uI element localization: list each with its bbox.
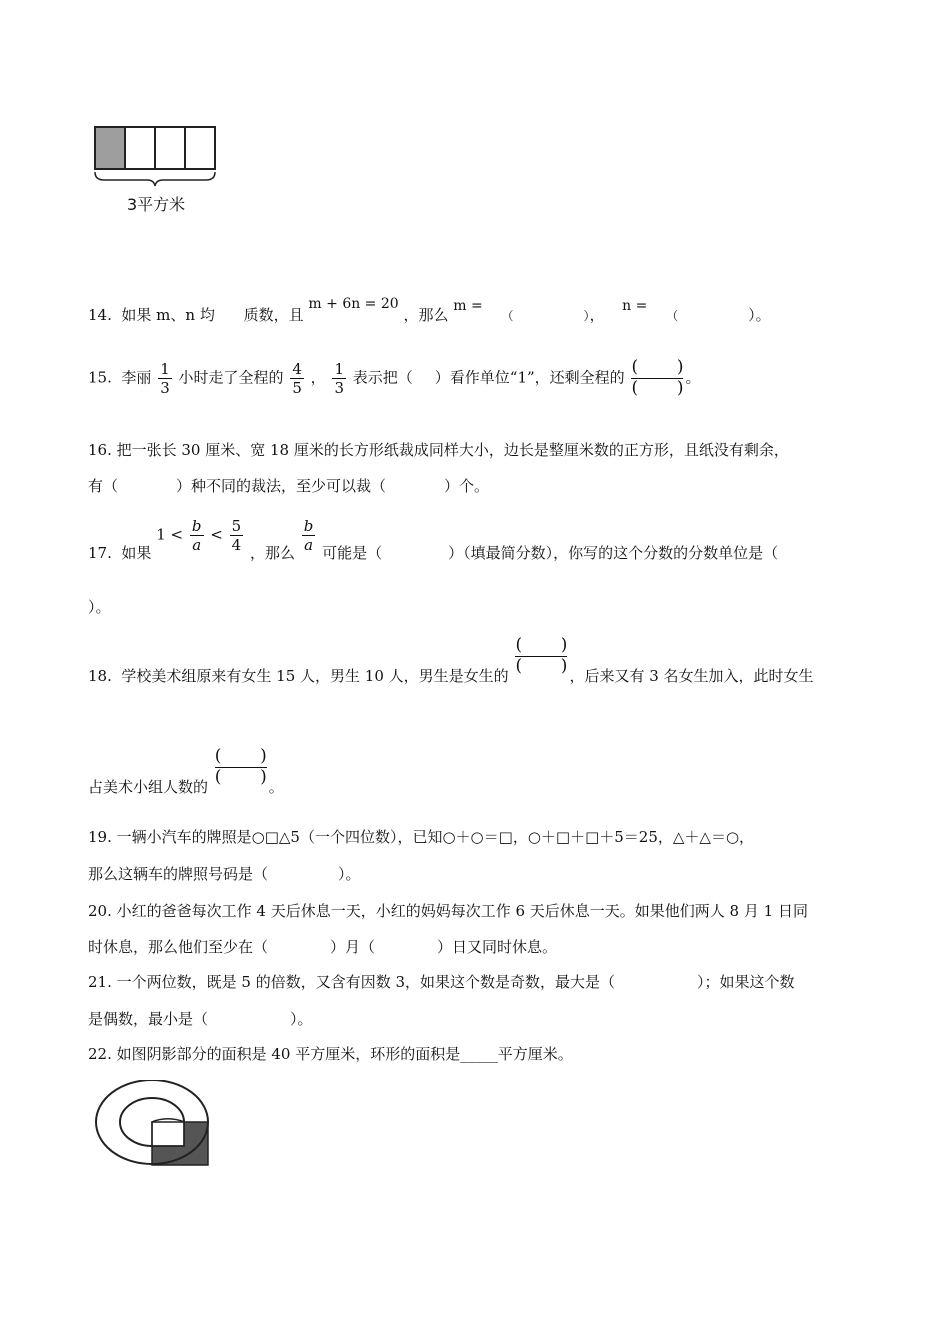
question-15: 15. 李丽 $\frac{1}{3}$ 小时走了全程的 $\frac{4}{5}$ ， $\frac{1}{3}$ 表示把（ ）看作单位“1”，还剩全程的 ( ) ( ) 。: [88, 357, 701, 398]
brace: [95, 172, 215, 186]
question-16-line1: 16. 把一张长 30 厘米、宽 18 厘米的长方形纸裁成同样大小，边长是整厘米数的正方形，且纸没有剩余，: [88, 441, 789, 459]
question-21-line2: 是偶数，最小是（ ）。: [88, 1010, 313, 1028]
question-18: 18. 学校美术组原来有女生 15 人，男生 10 人，男生是女生的 ( ) ( ) ，后来又有 3 名女生加入，此时女生: [88, 635, 814, 685]
question-16-line2: 有（ ）种不同的裁法，至少可以裁（ ）个。: [88, 477, 490, 495]
question-17-line2: ）。: [88, 598, 111, 616]
question-17: 17. 如果 1 < $\frac{b}{a}$ < $\frac{5}{4}$ ，那么 $\frac{b}{a}$ 可能是（ ）（填最简分数），你写的这个分数的分数单位是（: [88, 517, 779, 562]
shaded-cell: [95, 127, 125, 169]
question-22: 22. 如图阴影部分的面积是 40 平方厘米，环形的面积是_____平方厘米。: [88, 1045, 573, 1063]
question-21-line1: 21. 一个两位数，既是 5 的倍数，又含有因数 3，如果这个数是奇数，最大是（ ）；如果这个数: [88, 973, 795, 991]
question-18-line2: 占美术小组人数的 ( ) ( ) 。: [88, 746, 284, 796]
question-19-line1: 19. 一辆小汽车的牌照是○□△5（一个四位数），已知○＋○＝□，○＋□＋□＋5＝25，△＋△＝○，: [88, 828, 755, 846]
girls-fraction-blank[interactable]: ( ) ( ): [214, 746, 267, 787]
question-14: 14. 如果 m、n 均 质数，且 m + 6n = 20 ，那么 m = （ ）， n = （ ）。: [88, 296, 771, 324]
question-20-line1: 20. 小红的爸爸每次工作 4 天后休息一天，小红的妈妈每次工作 6 天后休息一天。如果他们两人 8 月 1 日同: [88, 902, 808, 920]
question-20-line2: 时休息，那么他们至少在（ ）月（ ）日又同时休息。: [88, 938, 558, 956]
n-answer-blank[interactable]: （: [666, 309, 679, 323]
figure-label: 3平方米: [127, 195, 186, 214]
m-answer-blank[interactable]: （ ）: [501, 309, 590, 323]
question-19-line2: 那么这辆车的牌照号码是（ ）。: [88, 865, 361, 883]
inner-square: [152, 1122, 184, 1146]
boys-fraction-blank[interactable]: ( ) ( ): [515, 635, 568, 676]
ring-figure: [92, 1080, 217, 1174]
remaining-fraction-blank[interactable]: ( ) ( ): [631, 357, 684, 398]
ring-diagram: [92, 1080, 217, 1170]
